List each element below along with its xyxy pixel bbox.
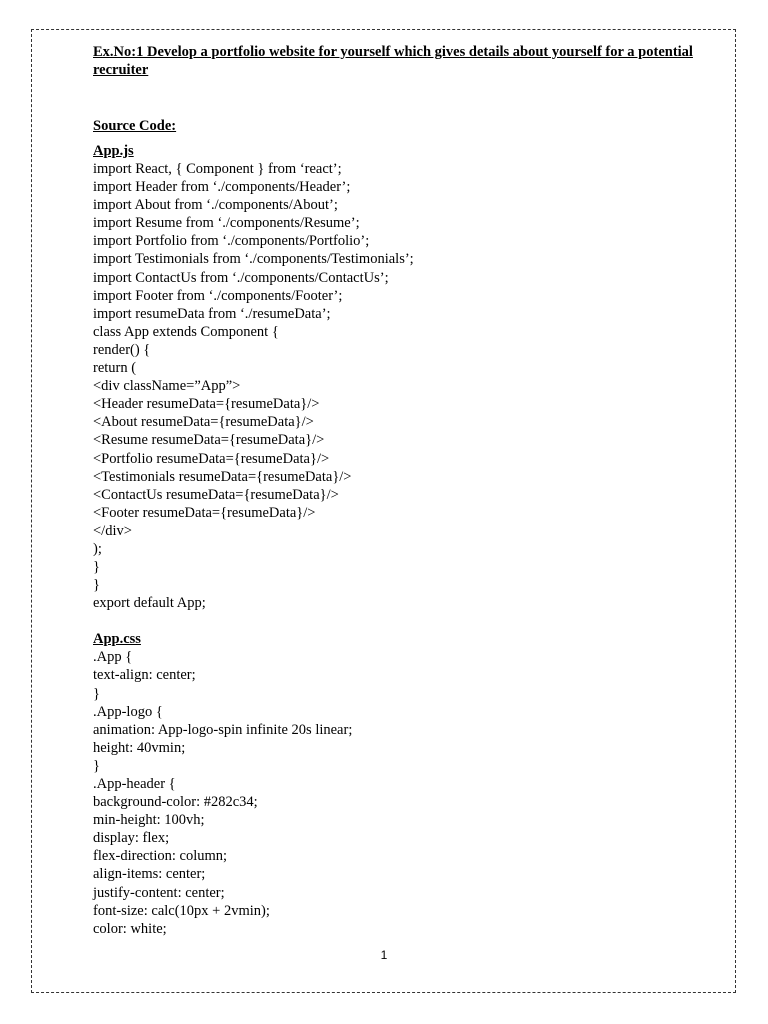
- code-line: import resumeData from ‘./resumeData’;: [93, 305, 331, 322]
- code-line: import Header from ‘./components/Header’;: [93, 179, 351, 196]
- code-line: </div>: [93, 522, 132, 539]
- code-line: <Header resumeData={resumeData}/>: [93, 396, 320, 413]
- code-line: display: flex;: [93, 830, 170, 847]
- code-line: <ContactUs resumeData={resumeData}/>: [93, 486, 339, 503]
- section-gap: [93, 612, 693, 630]
- code-line: color: white;: [93, 920, 167, 937]
- code-line: <About resumeData={resumeData}/>: [93, 414, 314, 431]
- code-line: }: [93, 577, 100, 594]
- code-line: align-items: center;: [93, 866, 206, 883]
- code-line: flex-direction: column;: [93, 848, 228, 865]
- code-line: class App extends Component {: [93, 323, 279, 340]
- code-line: import Resume from ‘./components/Resume’;: [93, 215, 360, 232]
- code-line: <Portfolio resumeData={resumeData}/>: [93, 450, 330, 467]
- code-line: }: [93, 685, 100, 702]
- code-line: <Resume resumeData={resumeData}/>: [93, 432, 325, 449]
- code-line: }: [93, 559, 100, 576]
- code-line: height: 40vmin;: [93, 739, 186, 756]
- code-line: return (: [93, 360, 137, 377]
- code-line: );: [93, 540, 102, 557]
- code-line: import About from ‘./components/About’;: [93, 197, 338, 214]
- code-line: text-align: center;: [93, 667, 196, 684]
- code-line: <Testimonials resumeData={resumeData}/>: [93, 468, 352, 485]
- code-line: render() {: [93, 341, 151, 358]
- code-line: animation: App-logo-spin infinite 20s linear;: [93, 721, 353, 738]
- document-body: [93, 43, 693, 938]
- code-line: <Footer resumeData={resumeData}/>: [93, 504, 316, 521]
- code-block-appjs: [93, 160, 693, 612]
- source-code-heading: Source Code:: [93, 118, 177, 134]
- section-heading-appcss: App.css: [93, 631, 141, 648]
- exercise-title: Ex.No:1 Develop a portfolio website for yourself which gives details about yourself for a potential recruiter: [93, 44, 693, 78]
- code-line: export default App;: [93, 595, 206, 612]
- code-line: justify-content: center;: [93, 884, 225, 901]
- code-line: min-height: 100vh;: [93, 812, 205, 829]
- code-line: background-color: #282c34;: [93, 794, 258, 811]
- code-line: import ContactUs from ‘./components/ContactUs’;: [93, 269, 389, 286]
- code-line: }: [93, 757, 100, 774]
- section-heading-appjs: App.js: [93, 143, 134, 159]
- code-line: .App-logo {: [93, 703, 163, 720]
- code-line: import Footer from ‘./components/Footer’;: [93, 287, 343, 304]
- code-line: .App-header {: [93, 776, 176, 792]
- code-block-appcss: [93, 648, 693, 938]
- code-line: import Portfolio from ‘./components/Portfolio’;: [93, 233, 370, 250]
- page-number: 1: [380, 948, 388, 962]
- code-line: <div className=”App”>: [93, 378, 241, 395]
- code-line: .App {: [93, 649, 133, 666]
- code-line: import Testimonials from ‘./components/Testimonials’;: [93, 251, 414, 268]
- code-line: font-size: calc(10px + 2vmin);: [93, 902, 270, 919]
- code-line: import React, { Component } from ‘react’;: [93, 161, 342, 177]
